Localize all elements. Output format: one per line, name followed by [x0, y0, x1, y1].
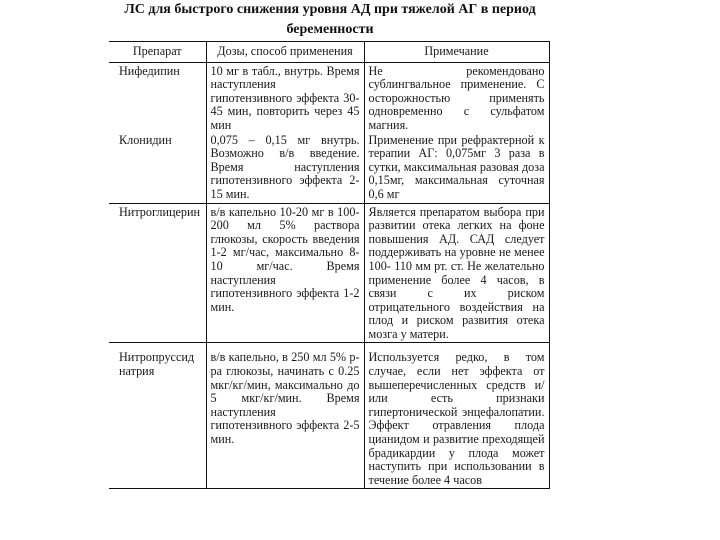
drug-table	[109, 41, 550, 489]
drug-note: Является препаратом выбора при развитии отека легких на фоне повышения АД. САД следует поддерживать на уровне не менее 100- 110 мм рт. ст. Не желательно применение более 4 часов, в связи с их риском отрицательного воздействия на плод и риском развития отека мозга у матери.	[364, 203, 549, 343]
drug-name: Клонидин	[109, 134, 206, 203]
drug-note: Не рекомендовано сублингвальное применение. С осторожностью применять одновременно с сульфатом магния.	[364, 62, 549, 133]
drug-dose: 0,075 – 0,15 мг внутрь. Возможно в/в введение. Время наступления гипотензивного эффекта 2-15 мин.	[206, 134, 364, 203]
table-header-row	[109, 42, 549, 63]
table-row	[109, 343, 549, 489]
drug-dose: в/в капельно 10-20 мг в 100-200 мл 5% раствора глюкозы, скорость введения 1-2 мг/час, максимально 8-10 мг/час. Время наступления гипотензивного эффекта 1-2 мин.	[206, 203, 364, 343]
table-row	[109, 62, 549, 133]
document-title-line-1: ЛС для быстрого снижения уровня АД при тяжелой АГ в период	[124, 2, 536, 17]
drug-name: Нитропруссид натрия	[109, 343, 206, 489]
document-title-line-2: беременности	[286, 22, 374, 37]
drug-name: Нитроглицерин	[109, 203, 206, 343]
drug-dose: 10 мг в табл., внутрь. Время наступления гипотензивного эффекта 30-45 мин, повторить через 45 мин	[206, 62, 364, 133]
table-row	[109, 203, 549, 343]
drug-name: Нифедипин	[119, 63, 180, 78]
drug-note: Используется редко, в том случае, если нет эффекта от вышеперечисленных средств и/или есть признаки гипертонической энцефалопатии. Эффект отравления плода цианидом и развитие преходящей брадикардии у плода может наступить при использовании в течение более 4 часов	[364, 343, 549, 489]
header-drug: Препарат	[109, 42, 206, 63]
table-row	[109, 134, 549, 203]
header-dose: Дозы, способ применения	[206, 42, 364, 63]
drug-note: Применение при рефрактерной к терапии АГ: 0,075мг 3 раза в сутки, максимальная разовая доза 0,15мг, максимальная суточная 0,6 мг	[364, 134, 549, 203]
drug-dose: в/в капельно, в 250 мл 5% р-ра глюкозы, начинать с 0.25 мкг/кг/мин, максимально до 5 мкг/кг/мин. Время наступления гипотензивного эффекта 2-5 мин.	[206, 343, 364, 489]
header-note: Примечание	[364, 42, 549, 63]
